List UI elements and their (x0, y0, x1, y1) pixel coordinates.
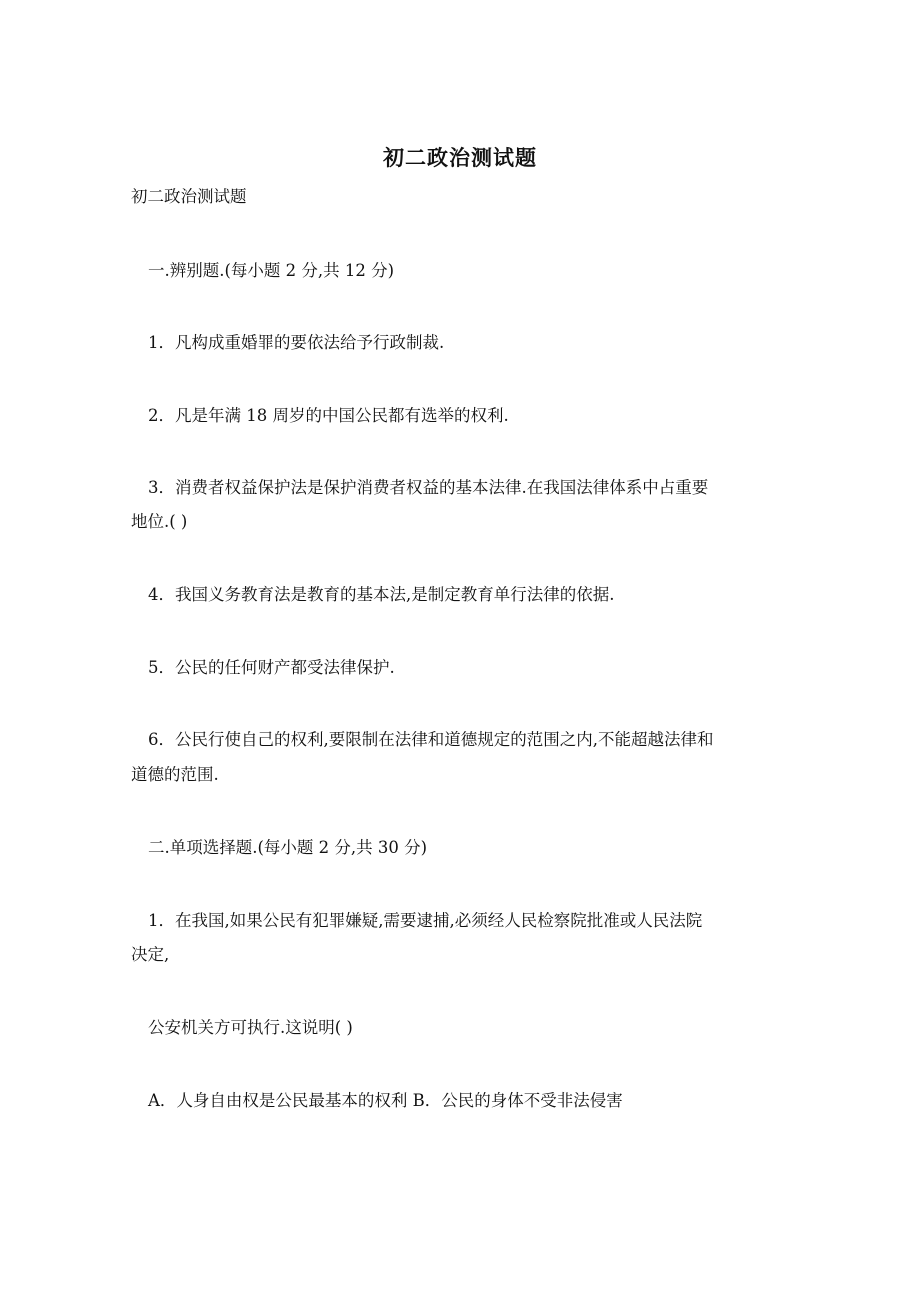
section1-item-4: 4．我国义务教育法是教育的基本法,是制定教育单行法律的依据. (148, 585, 615, 604)
section1-item-3: 3．消费者权益保护法是保护消费者权益的基本法律.在我国法律体系中占重要 (148, 478, 709, 497)
document-subtitle: 初二政治测试题 (131, 187, 247, 206)
section1-item-3-continued: 地位.( ) (131, 512, 188, 531)
section2-question-1-continued: 决定, (131, 945, 170, 964)
document-title: 初二政治测试题 (383, 146, 537, 170)
section1-item-6: 6．公民行使自己的权利,要限制在法律和道德规定的范围之内,不能超越法律和 (148, 730, 714, 749)
section2-question-1-stem: 公安机关方可执行.这说明( ) (148, 1018, 353, 1037)
section2-question-1: 1．在我国,如果公民有犯罪嫌疑,需要逮捕,必须经人民检察院批准或人民法院 (148, 911, 703, 930)
section1-item-6-continued: 道德的范围. (131, 765, 219, 784)
section1-item-1: 1．凡构成重婚罪的要依法给予行政制裁. (148, 333, 445, 352)
section1-heading: 一.辨别题.(每小题 2 分,共 12 分) (148, 261, 395, 280)
section1-item-5: 5．公民的任何财产都受法律保护. (148, 658, 395, 677)
section1-item-2: 2．凡是年满 18 周岁的中国公民都有选举的权利. (148, 406, 509, 425)
section2-question-1-options: A．人身自由权是公民最基本的权利 B．公民的身体不受非法侵害 (148, 1091, 623, 1110)
section2-heading: 二.单项选择题.(每小题 2 分,共 30 分) (148, 838, 428, 857)
